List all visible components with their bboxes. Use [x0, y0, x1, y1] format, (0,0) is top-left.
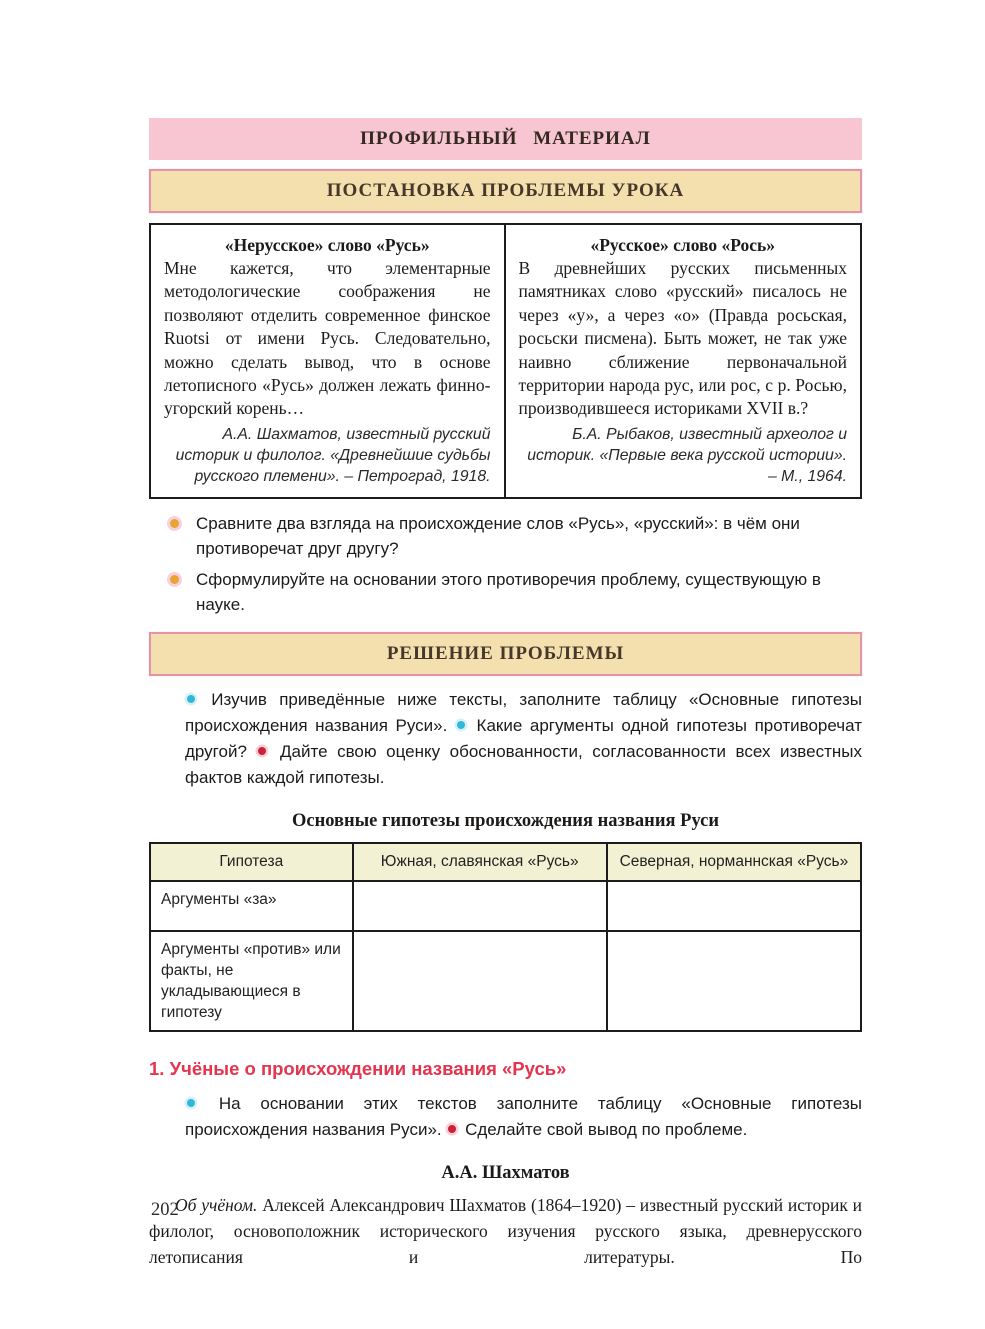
hypotheses-table-title: Основные гипотезы происхождения названия Руси	[292, 810, 719, 831]
cyan-bullet-icon	[187, 695, 195, 703]
task-text: Дайте свою оценку обоснованности, согласованности всех известных фактов каждой гипотезы.	[185, 741, 862, 787]
task-text: Какие аргументы одной гипотезы противоречат другой?	[185, 715, 862, 761]
profile-material-banner-label: ПРОФИЛЬНЫЙ МАТЕРИАЛ	[360, 128, 651, 149]
table-cell-empty	[607, 881, 861, 931]
question-text: Сравните два взгляда на происхождение слов «Русь», «русский»: в чём они противоречат друг другу?	[196, 513, 800, 559]
solution-banner-label: РЕШЕНИЕ ПРОБЛЕМЫ	[386, 642, 625, 664]
problem-setup-banner	[149, 169, 862, 213]
table-header-row	[150, 843, 861, 881]
quote-attribution-shakhmatov: А.А. Шахматов, известный русский историк и филолог. «Древнейшие судьбы русского племени». – Петроград, 1918.	[175, 425, 491, 485]
about-scholar-label: Об учёном.	[175, 1194, 258, 1215]
table-cell-empty	[607, 931, 861, 1031]
row-label-arguments-for: Аргументы «за»	[150, 881, 353, 931]
problem-setup-banner-label: ПОСТАНОВКА ПРОБЛЕМЫ УРОКА	[326, 180, 685, 201]
profile-material-banner	[149, 118, 862, 160]
bullet-icon	[170, 575, 179, 584]
column-header-hypothesis: Гипотеза	[150, 843, 353, 881]
table-cell-empty	[353, 881, 607, 931]
scholar-name-heading: А.А. Шахматов	[441, 1162, 570, 1183]
quote-body-russian: В древнейших русских письменных памятниках слово «русский» писалось не через «у», а через «о» (Правда росьская, росьски писмена). Быть может, не так уже наивно сближение первоначальной территории народа рус, или рос, с р. Росью, производившееся историками XVII в.?	[518, 258, 847, 419]
table-row	[150, 931, 861, 1031]
quote-cell-nonrussian	[151, 225, 506, 497]
section-1-heading: 1. Учёные о происхождении названия «Русь»	[149, 1057, 567, 1079]
question-text: Сформулируйте на основании этого противоречия проблему, существующую в науке.	[196, 569, 821, 615]
problem-questions-list	[149, 511, 862, 618]
solution-banner	[149, 632, 862, 676]
task-text: На основании этих текстов заполните таблицу «Основные гипотезы происхождения названия Руси».	[185, 1093, 862, 1139]
quote-body-nonrussian: Мне кажется, что элементарные методологические соображения не позволяют отделить современное финское Ruotsi от имени Русь. Следовательно, можно сделать вывод, что в основе летописного «Русь» должен лежать финно-угорский корень…	[164, 258, 491, 419]
quote-title-russian: «Русское» слово «Рось»	[590, 235, 776, 255]
cyan-bullet-icon	[187, 1099, 195, 1107]
solution-tasks-paragraph	[185, 687, 862, 791]
list-item	[149, 511, 862, 562]
task-text: Сделайте свой вывод по проблеме.	[465, 1119, 748, 1139]
column-header-southern: Южная, славянская «Русь»	[353, 843, 607, 881]
bullet-icon	[170, 519, 179, 528]
table-row	[150, 881, 861, 931]
quote-title-nonrussian: «Нерусское» слово «Русь»	[224, 235, 430, 255]
page-number: 202	[151, 1200, 179, 1220]
red-bullet-icon	[258, 747, 266, 755]
hypotheses-table	[149, 842, 862, 1032]
quotes-comparison-table	[149, 223, 862, 499]
quote-attribution-rybakov: Б.А. Рыбаков, известный археолог и историк. «Первые века русской истории». – М., 1964.	[527, 425, 847, 485]
scholar-about-paragraph	[149, 1192, 862, 1270]
table-cell-empty	[353, 931, 607, 1031]
about-scholar-text: Алексей Александрович Шахматов (1864–1920) – известный русский историк и филолог, основоположник исторического изучения русского языка, древнерусского летописания и литературы. По	[149, 1194, 863, 1267]
page-content	[149, 0, 862, 1270]
quote-cell-russian	[506, 225, 861, 497]
cyan-bullet-icon	[457, 721, 465, 729]
red-bullet-icon	[448, 1125, 456, 1133]
task-text: Изучив приведённые ниже тексты, заполните таблицу «Основные гипотезы происхождения названия Руси».	[185, 689, 862, 735]
section-1-tasks-paragraph	[185, 1091, 862, 1143]
list-item	[149, 567, 862, 618]
column-header-northern: Северная, норманнская «Русь»	[607, 843, 861, 881]
row-label-arguments-against: Аргументы «против» или факты, не укладывающиеся в гипотезу	[150, 931, 353, 1031]
